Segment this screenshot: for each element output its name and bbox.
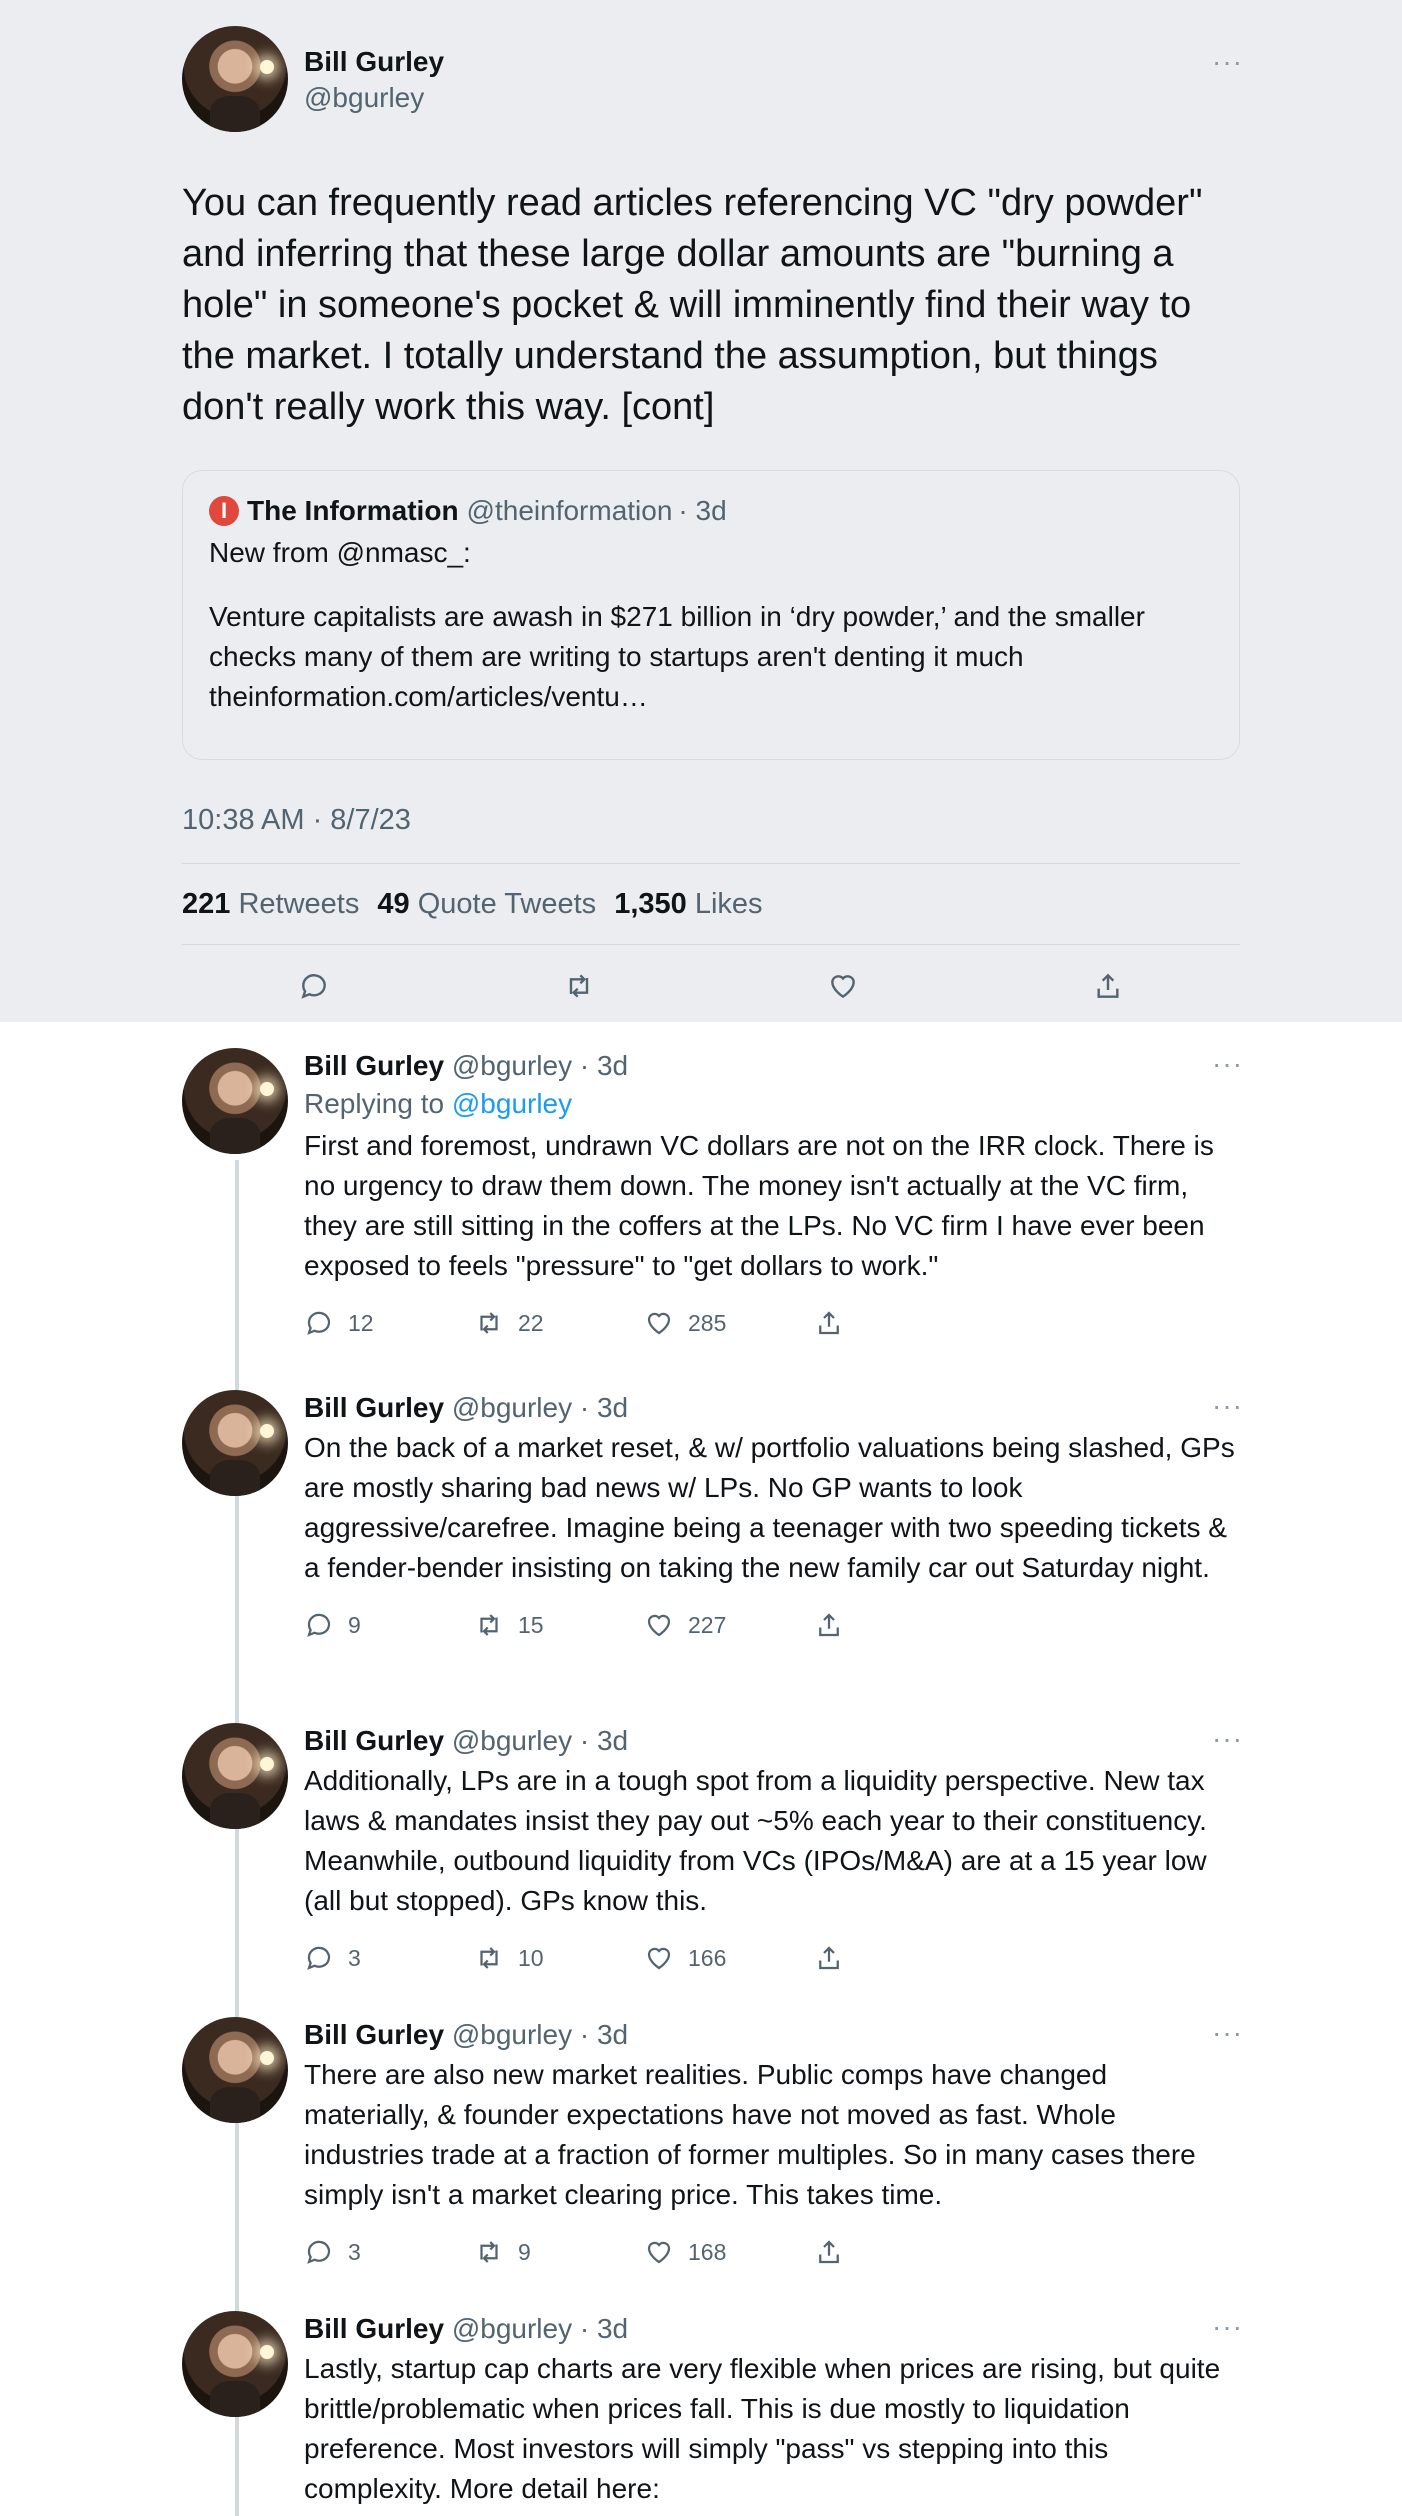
more-icon[interactable]: ··· xyxy=(1212,46,1243,77)
quote-author-name: The Information xyxy=(247,495,459,526)
like-count: 285 xyxy=(688,1309,727,1336)
reply-author-handle[interactable]: @bgurley xyxy=(451,2019,573,2050)
tweet-text: You can frequently read articles referencing VC "dry powder" and inferring that these large dollar amounts are "burning a hole" in someone's pocket & will imminently find their way to the market. I totally understand the assumption, but things don't really work this way. [cont] xyxy=(182,182,1203,428)
divider xyxy=(182,944,1240,945)
quote-link: theinformation.com/articles/ventu… xyxy=(209,681,648,712)
like-icon[interactable] xyxy=(644,1610,674,1640)
author-avatar[interactable] xyxy=(182,26,288,132)
reply-age[interactable]: · 3d xyxy=(579,2019,629,2050)
like-icon[interactable] xyxy=(827,970,859,1002)
retweet-count: 9 xyxy=(518,2238,531,2265)
reply-count: 3 xyxy=(348,1944,361,1971)
replying-to-handle[interactable]: @bgurley xyxy=(451,1088,573,1119)
quote-author-handle: @theinformation xyxy=(466,495,673,526)
likes-label[interactable]: Likes xyxy=(694,888,763,920)
reply-actions xyxy=(304,1610,1240,1640)
like-count: 168 xyxy=(688,2238,727,2265)
retweet-count: 15 xyxy=(518,1611,544,1638)
share-icon[interactable] xyxy=(814,1610,844,1640)
avatar[interactable] xyxy=(182,2017,288,2123)
retweet-count: 22 xyxy=(518,1309,544,1336)
likes-count[interactable]: 1,350 xyxy=(614,888,687,920)
reply-author-name[interactable]: Bill Gurley xyxy=(304,2313,445,2344)
retweet-count: 10 xyxy=(518,1944,544,1971)
reply-count: 9 xyxy=(348,1611,361,1638)
like-icon[interactable] xyxy=(644,1308,674,1338)
reply-text: On the back of a market reset, & w/ portfolio valuations being slashed, GPs are mostly sharing bad news w/ LPs. No GP wants to look aggressive/carefree. Imagine being a teenager with two speeding tickets & a fender-bender insisting on taking the new family car out Saturday night. xyxy=(304,1432,1235,1583)
reply-author-handle[interactable]: @bgurley xyxy=(451,1725,573,1756)
reply-author-name[interactable]: Bill Gurley xyxy=(304,1392,445,1423)
tweet-stats xyxy=(182,888,1240,921)
like-icon[interactable] xyxy=(644,1943,674,1973)
share-icon[interactable] xyxy=(814,1308,844,1338)
avatar[interactable] xyxy=(182,1390,288,1496)
the-information-logo-icon: I xyxy=(209,496,239,526)
quote-age: · 3d xyxy=(678,495,727,526)
retweets-label[interactable]: Retweets xyxy=(238,888,360,920)
reply-author-name[interactable]: Bill Gurley xyxy=(304,2019,445,2050)
retweet-icon[interactable] xyxy=(563,970,595,1002)
like-count: 166 xyxy=(688,1944,727,1971)
reply-icon[interactable] xyxy=(304,2237,334,2267)
share-icon[interactable] xyxy=(814,1943,844,1973)
reply-count: 3 xyxy=(348,2238,361,2265)
more-icon[interactable]: ··· xyxy=(1212,2017,1243,2048)
tweet-actions xyxy=(182,968,1240,1004)
reply-icon[interactable] xyxy=(298,970,330,1002)
author-handle[interactable]: @bgurley xyxy=(304,82,425,113)
replying-prefix: Replying to xyxy=(304,1088,452,1119)
reply-actions xyxy=(304,2237,1240,2267)
reply-actions xyxy=(304,1943,1240,1973)
share-icon[interactable] xyxy=(1092,970,1124,1002)
like-count: 227 xyxy=(688,1611,727,1638)
reply-age[interactable]: · 3d xyxy=(579,2313,629,2344)
reply-text: Lastly, startup cap charts are very flexible when prices are rising, but quite brittle/problematic when prices fall. This is due mostly to liquidation preference. Most investors will simply "pass" vs stepping into this complexity. More detail here: xyxy=(304,2353,1221,2504)
quote-line-1: New from @nmasc_: xyxy=(209,537,471,568)
quotes-label[interactable]: Quote Tweets xyxy=(417,888,597,920)
quoted-tweet-card[interactable] xyxy=(182,470,1240,760)
quote-line-2: Venture capitalists are awash in $271 billion in ‘dry powder,’ and the smaller checks many of them are writing to startups aren't denting it much xyxy=(209,601,1145,672)
reply-text: Additionally, LPs are in a tough spot from a liquidity perspective. New tax laws & mandates insist they pay out ~5% each year to their constituency. Meanwhile, outbound liquidity from VCs (IPOs/M&A) are at a 15 year low (all but stopped). GPs know this. xyxy=(304,1765,1207,1916)
reply-author-handle[interactable]: @bgurley xyxy=(451,1050,573,1081)
more-icon[interactable]: ··· xyxy=(1212,2311,1243,2342)
reply-text: There are also new market realities. Public comps have changed materially, & founder expectations have not moved as fast. Whole industries trade at a fraction of former multiples. So in many cases there simply isn't a market clearing price. This takes time. xyxy=(304,2059,1196,2210)
reply-icon[interactable] xyxy=(304,1308,334,1338)
divider xyxy=(182,863,1240,864)
retweets-count[interactable]: 221 xyxy=(182,888,231,920)
reply-count: 12 xyxy=(348,1309,374,1336)
retweet-icon[interactable] xyxy=(474,1943,504,1973)
replying-to xyxy=(304,1084,1240,1124)
reply-author-name[interactable]: Bill Gurley xyxy=(304,1725,445,1756)
reply-icon[interactable] xyxy=(304,1610,334,1640)
reply-text: First and foremost, undrawn VC dollars are not on the IRR clock. There is no urgency to draw them down. The money isn't actually at the VC firm, they are still sitting in the coffers at the LPs. No VC firm I have ever been exposed to feels "pressure" to "get dollars to work." xyxy=(304,1130,1214,1281)
reply-age[interactable]: · 3d xyxy=(579,1725,629,1756)
avatar[interactable] xyxy=(182,2311,288,2417)
more-icon[interactable]: ··· xyxy=(1212,1390,1243,1421)
main-tweet xyxy=(0,0,1402,1022)
retweet-icon[interactable] xyxy=(474,1610,504,1640)
tweet-timestamp[interactable]: 10:38 AM · 8/7/23 xyxy=(182,804,411,836)
avatar[interactable] xyxy=(182,1048,288,1154)
author-name[interactable]: Bill Gurley xyxy=(304,46,445,77)
reply-author-handle[interactable]: @bgurley xyxy=(451,1392,573,1423)
share-icon[interactable] xyxy=(814,2237,844,2267)
like-icon[interactable] xyxy=(644,2237,674,2267)
reply-icon[interactable] xyxy=(304,1943,334,1973)
more-icon[interactable]: ··· xyxy=(1212,1723,1243,1754)
reply-age[interactable]: · 3d xyxy=(579,1050,629,1081)
retweet-icon[interactable] xyxy=(474,1308,504,1338)
more-icon[interactable]: ··· xyxy=(1212,1048,1243,1079)
reply-actions xyxy=(304,1308,1240,1338)
reply-author-name[interactable]: Bill Gurley xyxy=(304,1050,445,1081)
reply-age[interactable]: · 3d xyxy=(579,1392,629,1423)
quotes-count[interactable]: 49 xyxy=(377,888,410,920)
retweet-icon[interactable] xyxy=(474,2237,504,2267)
reply-author-handle[interactable]: @bgurley xyxy=(451,2313,573,2344)
avatar[interactable] xyxy=(182,1723,288,1829)
